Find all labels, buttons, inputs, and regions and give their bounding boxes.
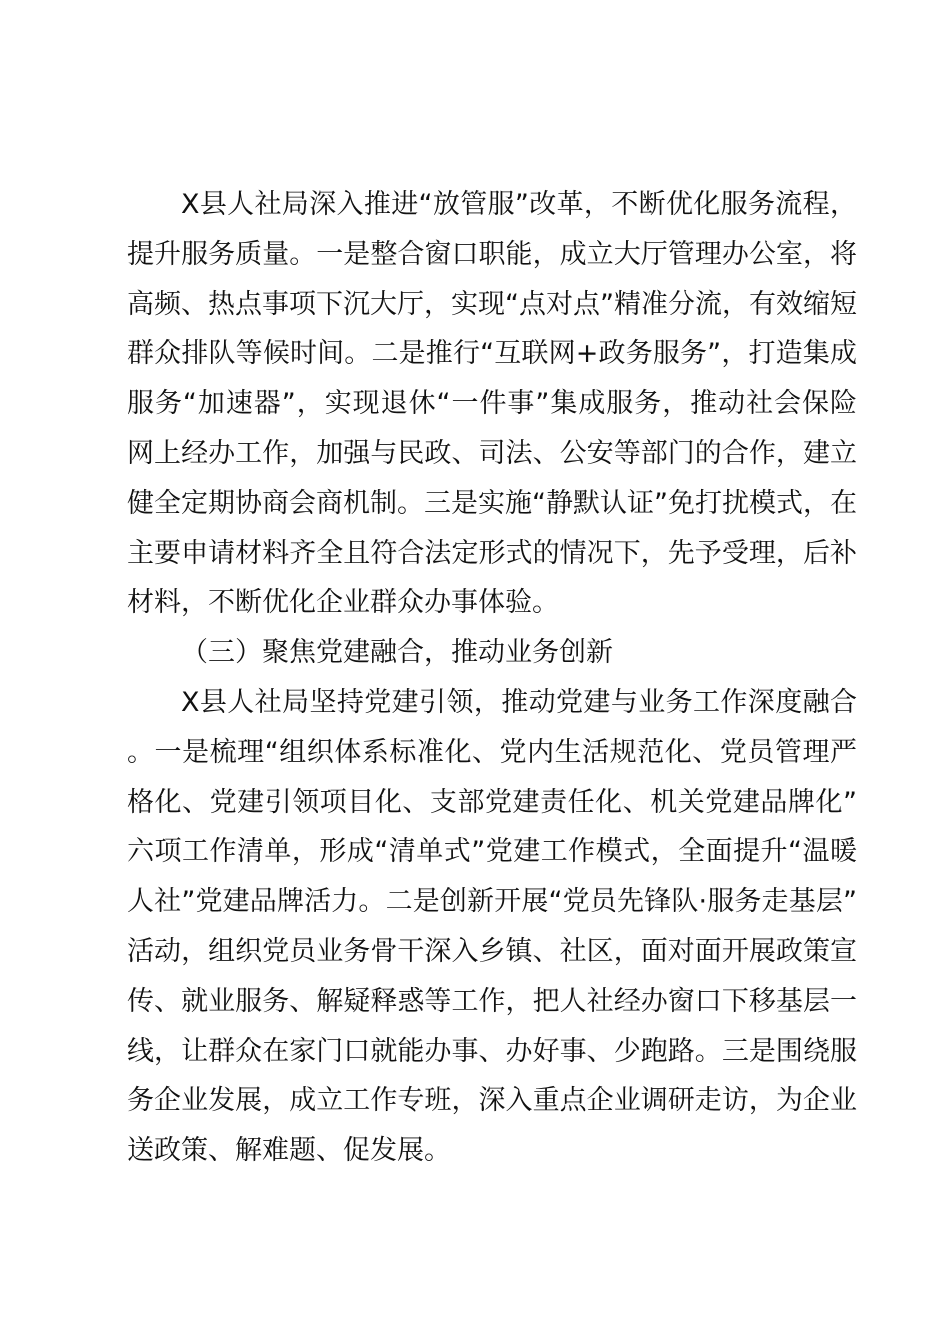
- section-heading-party-building: （三）聚焦党建融合，推动业务创新: [181, 637, 613, 669]
- paragraph-party-building: X县人社局坚持党建引领，推动党建与业务工作深度融合。一是梳理“组织体系标准化、党内生活规范化、党员管理严格化、党建引领项目化、支部党建责任化、机关党建品牌化”六项工作清单，形成“清单式”党建工作模式，全面提升“温暖人社”党建品牌活力。二是创新开展“党员先锋队·服务走基层”活动，组织党员业务骨干深入乡镇、社区，面对面开展政策宣传、就业服务、解疑释惑等工作，把人社经办窗口下移基层一线，让群众在家门口就能办事、办好事、少跑路。三是围绕服务企业发展，成立工作专班，深入重点企业调研走访，为企业送政策、解难题、促发展。: [127, 686, 857, 1167]
- document-body: [127, 180, 857, 1176]
- paragraph-service-reform: X县人社局深入推进“放管服”改革，不断优化服务流程，提升服务质量。一是整合窗口职能，成立大厅管理办公室，将高频、热点事项下沉大厅，实现“点对点”精准分流，有效缩短群众排队等候时间。二是推行“互联网+政务服务”，打造集成服务“加速器”，实现退休“一件事”集成服务，推动社会保险网上经办工作，加强与民政、司法、公安等部门的合作，建立健全定期协商会商机制。三是实施“静默认证”免打扰模式，在主要申请材料齐全且符合法定形式的情况下，先予受理，后补材料，不断优化企业群众办事体验。: [127, 189, 857, 619]
